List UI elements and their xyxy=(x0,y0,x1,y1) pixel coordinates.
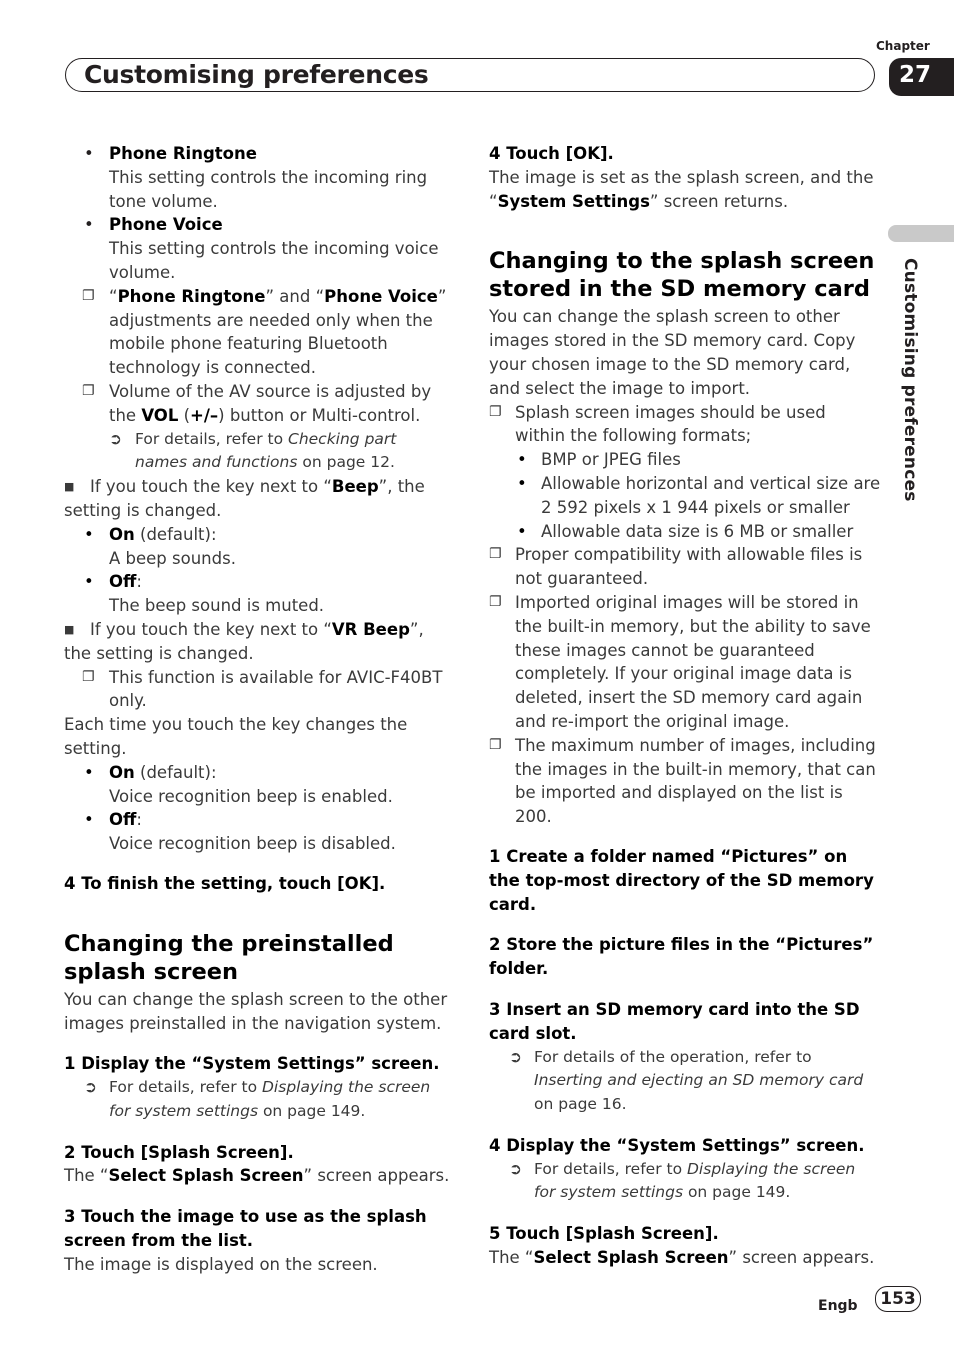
note-avic xyxy=(64,666,452,714)
text: Imported original images will be stored in the built-in memory, but the ability to save these images cannot be guaranteed completely. If your original image data is deleted, insert the SD memory card again and re-import the original image. xyxy=(515,592,871,731)
text: (default): xyxy=(134,524,217,544)
reference-title: Checking part names and functions xyxy=(135,429,397,472)
side-section-label: Customising preferences xyxy=(900,258,920,502)
text: BMP or JPEG files xyxy=(541,450,681,470)
option-desc: Voice recognition beep is enabled. xyxy=(109,786,393,806)
note-checkbox-icon: ❐ xyxy=(489,546,502,563)
text: on page 149. xyxy=(683,1183,791,1202)
key-name: Phone Voice xyxy=(324,286,438,306)
bullet-phone-ringtone xyxy=(64,142,452,213)
text: : xyxy=(136,810,142,830)
text: If you touch the key next to “ xyxy=(90,477,332,497)
text: The “ xyxy=(489,1248,534,1268)
note-imported xyxy=(489,591,881,734)
item-title: Phone Voice xyxy=(109,215,223,235)
key-name: Select Splash Screen xyxy=(108,1166,304,1186)
step-touch-splash-screen: 5 Touch [Splash Screen]. xyxy=(489,1224,719,1244)
bullet-phone-voice xyxy=(64,213,452,284)
text: If you touch the key next to “ xyxy=(90,619,332,639)
format-item xyxy=(489,448,881,472)
square-bullet-icon: ■ xyxy=(64,480,75,494)
step-touch-ok: 4 Touch [OK]. xyxy=(489,144,614,163)
step-finish-ok: 4 To finish the setting, touch [OK]. xyxy=(64,873,386,893)
step-desc xyxy=(64,1164,452,1188)
chapter-number-badge xyxy=(889,58,954,96)
reference-title: Displaying the screen for system settings xyxy=(109,1078,431,1120)
vr-beep-setting xyxy=(64,618,452,666)
step-touch-splash-screen: 2 Touch [Splash Screen]. xyxy=(64,1142,294,1162)
bullet-marker: • xyxy=(84,215,94,235)
reference-system-settings xyxy=(489,1158,881,1206)
note-volume xyxy=(64,380,452,428)
key-name: VOL xyxy=(141,405,179,425)
step-create-folder: 1 Create a folder named “Pictures” on the top-most directory of the SD memory card. xyxy=(489,846,874,914)
beep-on-option xyxy=(64,523,452,571)
format-item xyxy=(489,520,881,544)
text: For details, refer to xyxy=(534,1159,687,1178)
text: (default): xyxy=(134,762,217,782)
text: on page 149. xyxy=(258,1101,366,1120)
text: For details, refer to xyxy=(135,429,288,448)
note-checkbox-icon: ❐ xyxy=(489,403,502,420)
note-checkbox-icon: ❐ xyxy=(82,287,95,304)
text: Allowable data size is 6 MB or smaller xyxy=(541,521,854,541)
item-title: Phone Ringtone xyxy=(109,144,257,163)
text: The “ xyxy=(64,1166,109,1186)
page-number: 153 xyxy=(875,1286,921,1312)
bullet-marker: • xyxy=(84,524,94,544)
text: The image is set as the splash screen, and the “ xyxy=(489,167,874,211)
preinstalled-intro: You can change the splash screen to the other images preinstalled in the navigation system. xyxy=(64,989,448,1033)
reference-sd-insert xyxy=(489,1046,881,1117)
note-adjustments: ❐ “Phone Ringtone” and “Phone Voice” adjustments are needed only when the mobile phone featuring Bluetooth technology is connected. xyxy=(82,286,447,378)
text: The maximum number of images, including the images in the built-in memory, that can be imported and displayed on the list is 200. xyxy=(515,735,876,827)
arrow-reference-icon: ➲ xyxy=(84,1078,97,1097)
bullet-marker: • xyxy=(84,762,94,782)
key-name: Beep xyxy=(331,477,379,497)
text: : xyxy=(136,572,142,592)
bullet-marker: • xyxy=(517,521,527,541)
note-checkbox-icon: ❐ xyxy=(489,593,502,610)
step-desc xyxy=(489,166,881,214)
text: For details, refer to xyxy=(109,1078,262,1097)
step-insert-sd: 3 Insert an SD memory card into the SD card slot. xyxy=(489,999,860,1043)
key-name: VR Beep xyxy=(331,619,410,639)
option-desc: Voice recognition beep is disabled. xyxy=(109,834,396,854)
square-bullet-icon: ■ xyxy=(64,622,75,636)
sd-intro: You can change the splash screen to other images stored in the SD memory card. Copy your chosen image to the SD memory card, and select the image to import. xyxy=(489,307,856,398)
page-title: Customising preferences xyxy=(84,60,429,89)
each-time-text: Each time you touch the key changes the setting. xyxy=(64,715,408,758)
beep-setting xyxy=(64,475,452,523)
step-touch-image: 3 Touch the image to use as the splash screen from the list. xyxy=(64,1207,427,1251)
option-label: On xyxy=(109,524,135,544)
bullet-marker: • xyxy=(517,450,527,470)
beep-off-option xyxy=(64,570,452,618)
chapter-number: 27 xyxy=(899,62,932,88)
option-label: On xyxy=(109,762,135,782)
text: ” screen appears. xyxy=(728,1248,875,1268)
arrow-reference-icon: ➲ xyxy=(509,1047,522,1066)
reference-part-names xyxy=(64,428,452,476)
bullet-marker: • xyxy=(517,473,527,493)
step-display-system-settings: 1 Display the “System Settings” screen. xyxy=(64,1054,440,1074)
option-desc: The beep sound is muted. xyxy=(109,596,325,616)
item-desc: This setting controls the incoming ring tone volume. xyxy=(109,167,428,211)
key-name: Phone Ringtone xyxy=(117,286,266,306)
text: on page 12. xyxy=(297,453,395,472)
note-checkbox-icon: ❐ xyxy=(82,382,95,399)
side-tab-marker xyxy=(888,225,954,242)
text: ”, the setting is changed. xyxy=(64,477,425,520)
text: on page 16. xyxy=(534,1095,627,1114)
option-label: Off xyxy=(109,572,137,592)
vr-off-option xyxy=(64,808,452,856)
left-column xyxy=(64,142,452,1277)
key-name: System Settings xyxy=(497,191,650,211)
text: This function is available for AVIC-F40BT only. xyxy=(109,667,443,711)
step-desc xyxy=(489,1246,881,1270)
step-store-pictures: 2 Store the picture files in the “Pictures” folder. xyxy=(489,935,874,979)
note-formats xyxy=(489,401,881,449)
bullet-marker: • xyxy=(84,144,94,163)
key-name: +/– xyxy=(190,405,219,425)
text: ” and “ xyxy=(265,286,325,306)
chapter-title-bar xyxy=(65,58,875,92)
reference-system-settings xyxy=(64,1076,452,1124)
text: Splash screen images should be used within the following formats; xyxy=(515,402,826,446)
text: ” screen appears. xyxy=(303,1166,450,1186)
reference-title: Inserting and ejecting an SD memory card xyxy=(534,1071,864,1090)
text: Proper compatibility with allowable files is not guaranteed. xyxy=(515,545,863,589)
reference-title: Displaying the screen for system settings xyxy=(534,1159,856,1202)
option-label: Off xyxy=(109,810,137,830)
text: Allowable horizontal and vertical size are 2 592 pixels x 1 944 pixels or smaller xyxy=(541,473,881,517)
text: ( xyxy=(178,405,191,425)
heading-sd-card: Changing to the splash screen stored in the SD memory card xyxy=(489,248,875,303)
note-checkbox-icon: ❐ xyxy=(489,736,502,753)
language-code: Engb xyxy=(818,1298,858,1314)
format-item xyxy=(489,472,881,520)
bullet-marker: • xyxy=(84,572,94,592)
arrow-reference-icon: ➲ xyxy=(109,429,122,448)
note-max-images xyxy=(489,734,881,829)
text: ) button or Multi-control. xyxy=(218,405,421,425)
text: ” adjustments are needed only when the mobile phone featuring Bluetooth technology is connected. xyxy=(109,286,447,378)
note-compat xyxy=(489,543,881,591)
text: For details of the operation, refer to xyxy=(534,1047,812,1066)
heading-preinstalled: Changing the preinstalled splash screen xyxy=(64,930,394,985)
bullet-marker: • xyxy=(84,810,94,830)
arrow-reference-icon: ➲ xyxy=(509,1159,522,1178)
vr-on-option xyxy=(64,761,452,809)
right-column xyxy=(489,142,881,1270)
chapter-label: Chapter xyxy=(876,39,930,53)
text: ” screen returns. xyxy=(649,191,789,211)
key-name: Select Splash Screen xyxy=(533,1248,729,1268)
item-desc: This setting controls the incoming voice volume. xyxy=(109,239,439,282)
step-desc: The image is displayed on the screen. xyxy=(64,1254,378,1274)
step-display-system-settings: 4 Display the “System Settings” screen. xyxy=(489,1135,865,1155)
option-desc: A beep sounds. xyxy=(109,548,236,568)
note-checkbox-icon: ❐ xyxy=(82,668,95,685)
text: Volume of the AV source is adjusted by the xyxy=(109,381,432,425)
text: ”, the setting is changed. xyxy=(64,619,424,663)
